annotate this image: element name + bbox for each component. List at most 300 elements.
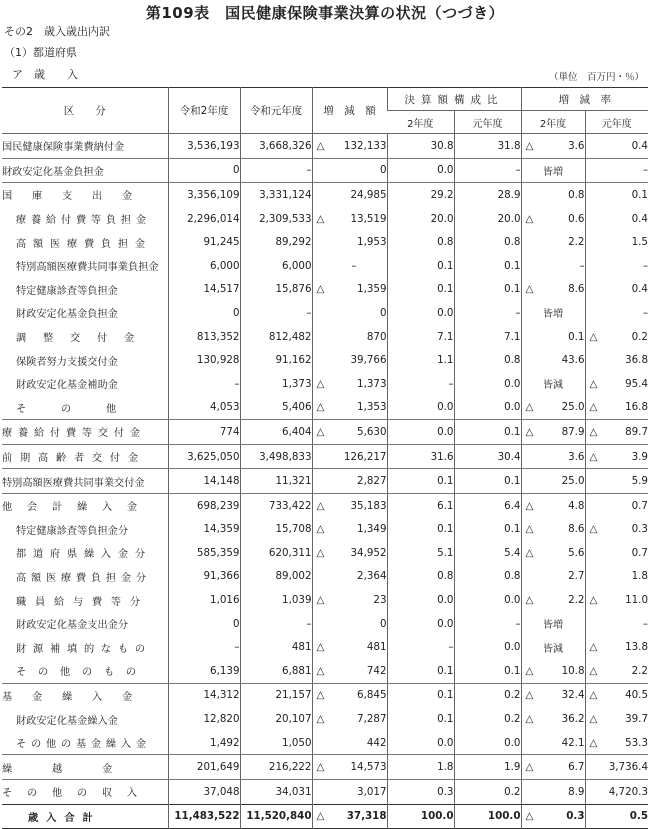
decrease-mark: △ xyxy=(316,283,325,296)
rate-r2-cell xyxy=(521,158,585,183)
composition-r2-cell-value: 6.1 xyxy=(437,499,454,512)
composition-r1-cell xyxy=(454,659,521,683)
r2-cell-value: 14,312 xyxy=(203,689,240,702)
rate-r2-cell-value: 43.6 xyxy=(561,354,585,367)
composition-r2-cell-value: 0.0 xyxy=(437,401,454,414)
table-row xyxy=(2,683,648,707)
rate-r2-cell-value: 36.2 xyxy=(561,713,585,726)
change-cell-value: 3,017 xyxy=(357,785,387,798)
r1-cell-value: 3,668,326 xyxy=(259,139,312,152)
change-cell xyxy=(312,207,387,231)
r1-cell xyxy=(240,493,312,517)
decrease-mark: △ xyxy=(589,401,598,414)
composition-r2-cell-value: 0.0 xyxy=(437,736,454,749)
composition-r1-cell-value: 6.4 xyxy=(504,499,521,512)
row-label xyxy=(2,301,168,325)
row-label xyxy=(2,588,168,612)
row-label xyxy=(2,707,168,731)
change-cell-value: 1,349 xyxy=(357,523,387,536)
change-cell-value: 1,353 xyxy=(357,401,387,414)
r1-cell xyxy=(240,134,312,159)
decrease-mark: △ xyxy=(589,330,598,343)
decrease-mark: △ xyxy=(316,425,325,438)
r2-cell xyxy=(168,444,240,469)
change-cell-value: 481 xyxy=(366,641,387,654)
decrease-mark: △ xyxy=(525,713,534,726)
row-label xyxy=(2,541,168,565)
change-cell xyxy=(312,183,387,207)
composition-r1-cell xyxy=(454,780,521,805)
table-row xyxy=(2,134,648,159)
decrease-mark: △ xyxy=(589,377,598,390)
row-label-text: 療養給付費等負担金 xyxy=(16,215,151,227)
r1-cell-value: 21,157 xyxy=(275,689,312,702)
row-label xyxy=(2,254,168,278)
decrease-mark: △ xyxy=(316,713,325,726)
rate-r2-cell-value: 0.1 xyxy=(568,330,585,343)
r1-cell-value: 3,498,833 xyxy=(259,450,312,463)
composition-r1-cell-value: 0.8 xyxy=(504,236,521,249)
change-cell-value: 35,183 xyxy=(350,499,387,512)
rate-r1-cell xyxy=(585,444,648,469)
row-label-text: 国庫支出金 xyxy=(2,191,152,203)
rate-r2-cell xyxy=(521,134,585,159)
change-cell-value: 24,985 xyxy=(350,188,387,201)
table-row xyxy=(2,348,648,372)
r2-cell-value: 0 xyxy=(232,617,240,630)
decrease-mark: △ xyxy=(589,450,598,463)
composition-r2-cell-value: 20.0 xyxy=(430,212,454,225)
change-cell xyxy=(312,588,387,612)
table-row xyxy=(2,541,648,565)
change-cell xyxy=(312,780,387,805)
r1-cell xyxy=(240,301,312,325)
row-label xyxy=(2,348,168,372)
r1-cell-value: 1,373 xyxy=(282,377,312,390)
composition-r2-cell xyxy=(387,804,454,829)
rate-r1-cell-value: 0.4 xyxy=(631,139,648,152)
r2-cell-value: 0 xyxy=(232,306,240,319)
decrease-mark: △ xyxy=(316,139,325,152)
composition-r1-cell xyxy=(454,541,521,565)
r2-cell xyxy=(168,755,240,780)
r2-cell-value: 4,053 xyxy=(210,401,240,414)
r2-cell xyxy=(168,278,240,302)
composition-r1-cell-value: 0.8 xyxy=(504,570,521,583)
change-cell-value: 2,827 xyxy=(357,475,387,488)
composition-r2-cell-value: 0.8 xyxy=(437,570,454,583)
row-label xyxy=(2,780,168,805)
r2-cell xyxy=(168,372,240,396)
composition-r1-cell xyxy=(454,683,521,707)
r1-cell-value: 1,050 xyxy=(282,736,312,749)
change-cell xyxy=(312,493,387,517)
rate-r2-cell-value: 3.6 xyxy=(568,139,585,152)
composition-r1-cell-value: 5.4 xyxy=(504,546,521,559)
rate-r1-cell-value: 0.7 xyxy=(631,546,648,559)
rate-r2-cell-value: 2.7 xyxy=(568,570,585,583)
rate-r1-cell xyxy=(585,134,648,159)
table-row xyxy=(2,254,648,278)
row-label-text: 財源補填的なもの xyxy=(16,643,152,655)
row-label-text: 保険者努力支援交付金 xyxy=(16,356,118,368)
header-r2: 令和2年度 xyxy=(168,88,240,134)
table-row xyxy=(2,207,648,231)
change-cell xyxy=(312,396,387,420)
rate-r2-cell xyxy=(521,207,585,231)
rate-r1-cell xyxy=(585,493,648,517)
decrease-mark: △ xyxy=(589,689,598,702)
table-row xyxy=(2,565,648,589)
row-label xyxy=(2,420,168,445)
rate-r1-cell xyxy=(585,230,648,254)
row-label xyxy=(2,612,168,636)
composition-r2-cell xyxy=(387,134,454,159)
r2-cell-value: 37,048 xyxy=(203,785,240,798)
composition-r2-cell xyxy=(387,469,454,494)
rate-r2-cell-value: 5.6 xyxy=(568,546,585,559)
composition-r2-cell-value: 0.1 xyxy=(437,259,454,272)
composition-r2-cell-value: 0.1 xyxy=(437,475,454,488)
r2-cell-value: 11,483,522 xyxy=(174,810,240,823)
r2-cell-value: 14,359 xyxy=(203,523,240,536)
r1-cell-value: 91,162 xyxy=(275,354,312,367)
r2-cell-value: – xyxy=(234,641,240,654)
table-row xyxy=(2,755,648,780)
table-row xyxy=(2,183,648,207)
table-title: 第109表 国民健康保険事業決算の状況（つづき） xyxy=(145,4,505,22)
decrease-mark: △ xyxy=(316,377,325,390)
r1-cell xyxy=(240,278,312,302)
table-row xyxy=(2,396,648,420)
r1-cell-value: 11,321 xyxy=(275,475,312,488)
rate-r1-cell xyxy=(585,254,648,278)
r2-cell xyxy=(168,635,240,659)
r1-cell-value: 6,000 xyxy=(282,259,312,272)
r2-cell xyxy=(168,420,240,445)
r1-cell xyxy=(240,158,312,183)
decrease-mark: △ xyxy=(525,594,534,607)
change-cell-value: 132,133 xyxy=(343,139,387,152)
composition-r1-cell-value: 0.8 xyxy=(504,354,521,367)
rate-r2-cell xyxy=(521,588,585,612)
rate-r2-cell-value: 2.2 xyxy=(568,594,585,607)
composition-r1-cell xyxy=(454,396,521,420)
rate-r1-cell-value: 53.3 xyxy=(625,736,648,749)
rate-r2-cell xyxy=(521,707,585,731)
rate-r2-cell xyxy=(521,612,585,636)
r2-cell-value: 813,352 xyxy=(196,330,240,343)
rate-r1-cell xyxy=(585,659,648,683)
composition-r2-cell xyxy=(387,635,454,659)
rate-r2-cell xyxy=(521,254,585,278)
row-label-text: その他の収入 xyxy=(2,788,152,800)
rate-r2-cell xyxy=(521,301,585,325)
composition-r1-cell-value: 0.1 xyxy=(504,259,521,272)
decrease-mark: △ xyxy=(589,664,598,677)
rate-r2-cell-value: 8.6 xyxy=(568,283,585,296)
rate-r1-cell xyxy=(585,183,648,207)
r1-cell-value: 620,311 xyxy=(268,546,312,559)
change-cell xyxy=(312,755,387,780)
r2-cell xyxy=(168,469,240,494)
rate-r1-cell-value: 3,736.4 xyxy=(608,761,648,774)
r2-cell xyxy=(168,254,240,278)
composition-r2-cell xyxy=(387,518,454,542)
rate-r2-cell-value: 皆減 xyxy=(543,643,563,655)
r2-cell xyxy=(168,659,240,683)
composition-r1-cell-value: 28.9 xyxy=(497,188,521,201)
rate-r1-cell-value: 36.8 xyxy=(625,354,648,367)
composition-r2-cell-value: 30.8 xyxy=(430,139,454,152)
r1-cell xyxy=(240,588,312,612)
composition-r2-cell xyxy=(387,541,454,565)
r1-cell xyxy=(240,731,312,755)
row-label-text: 特別高額医療費共同事業負担金 xyxy=(16,262,159,274)
composition-r1-cell xyxy=(454,134,521,159)
rate-r1-cell-value: 0.4 xyxy=(631,283,648,296)
rate-r2-cell xyxy=(521,755,585,780)
change-cell xyxy=(312,444,387,469)
rate-r2-cell xyxy=(521,420,585,445)
row-label-text: 財政安定化基金支出金分 xyxy=(16,620,129,632)
r1-cell xyxy=(240,707,312,731)
r1-cell xyxy=(240,683,312,707)
r1-cell xyxy=(240,469,312,494)
composition-r1-cell-value: 20.0 xyxy=(497,212,521,225)
composition-r1-cell xyxy=(454,565,521,589)
row-label xyxy=(2,518,168,542)
table-row xyxy=(2,158,648,183)
header-category: 区 分 xyxy=(2,88,168,134)
change-cell xyxy=(312,635,387,659)
row-label-text: その他の基金繰入金 xyxy=(16,739,151,751)
r1-cell xyxy=(240,612,312,636)
composition-r2-cell xyxy=(387,420,454,445)
table-row xyxy=(2,420,648,445)
composition-r1-cell xyxy=(454,325,521,349)
header-composition-r2: 2年度 xyxy=(387,111,454,134)
r2-cell xyxy=(168,804,240,829)
r2-cell xyxy=(168,183,240,207)
change-cell-value: 742 xyxy=(366,664,387,677)
total-row xyxy=(2,804,648,829)
rate-r1-cell xyxy=(585,325,648,349)
row-label xyxy=(2,683,168,707)
decrease-mark: △ xyxy=(525,761,534,774)
composition-r1-cell xyxy=(454,588,521,612)
rate-r1-cell xyxy=(585,804,648,829)
header-change: 増 減 額 xyxy=(312,88,387,134)
rate-r2-cell-value: 皆増 xyxy=(543,620,563,632)
rate-r2-cell-value: 4.8 xyxy=(568,499,585,512)
change-cell xyxy=(312,469,387,494)
r2-cell xyxy=(168,731,240,755)
composition-r2-cell xyxy=(387,158,454,183)
rate-r2-cell xyxy=(521,565,585,589)
rate-r2-cell xyxy=(521,683,585,707)
decrease-mark: △ xyxy=(589,523,598,536)
change-cell xyxy=(312,707,387,731)
decrease-mark: △ xyxy=(525,689,534,702)
change-cell xyxy=(312,278,387,302)
rate-r2-cell xyxy=(521,469,585,494)
change-cell xyxy=(312,541,387,565)
decrease-mark: △ xyxy=(316,689,325,702)
change-cell xyxy=(312,659,387,683)
rate-r1-cell xyxy=(585,372,648,396)
header-composition: 決算額構成比 xyxy=(387,88,521,111)
row-label-text: 財政安定化基金負担金 xyxy=(2,166,104,178)
r1-cell xyxy=(240,230,312,254)
composition-r2-cell-value: – xyxy=(448,641,454,654)
rate-r1-cell xyxy=(585,755,648,780)
composition-r2-cell-value: 0.1 xyxy=(437,523,454,536)
rate-r1-cell-value: 16.8 xyxy=(625,401,648,414)
rate-r1-cell-value: 0.1 xyxy=(631,188,648,201)
decrease-mark: △ xyxy=(589,425,598,438)
rate-r1-cell xyxy=(585,396,648,420)
rate-r1-cell-value: 4,720.3 xyxy=(608,785,648,798)
row-label-text: 療養給付費等交付金 xyxy=(2,428,146,440)
r1-cell xyxy=(240,207,312,231)
change-cell-value: 1,373 xyxy=(357,377,387,390)
change-cell xyxy=(312,348,387,372)
r2-cell-value: 585,359 xyxy=(196,546,240,559)
change-cell xyxy=(312,612,387,636)
row-label-text: 調整交付金 xyxy=(16,333,151,345)
row-label-text: 歳入合計 xyxy=(28,812,101,824)
decrease-mark: △ xyxy=(316,761,325,774)
composition-r2-cell xyxy=(387,278,454,302)
composition-r2-cell xyxy=(387,207,454,231)
composition-r1-cell xyxy=(454,804,521,829)
r1-cell-value: 20,107 xyxy=(275,713,312,726)
composition-r2-cell-value: 0.1 xyxy=(437,664,454,677)
decrease-mark: △ xyxy=(316,212,325,225)
composition-r2-cell-value: 0.0 xyxy=(437,425,454,438)
composition-r1-cell-value: 0.1 xyxy=(504,475,521,488)
change-cell-value: 126,217 xyxy=(343,450,387,463)
r1-cell xyxy=(240,659,312,683)
section-heading: その2 歳入歳出内訳 xyxy=(4,25,110,38)
composition-r2-cell-value: – xyxy=(448,377,454,390)
rate-r2-cell-value: 0.3 xyxy=(566,810,585,823)
table-row xyxy=(2,612,648,636)
composition-r1-cell xyxy=(454,707,521,731)
rate-r1-cell-value: 0.7 xyxy=(631,499,648,512)
rate-r1-cell-value: – xyxy=(642,306,648,319)
composition-r1-cell xyxy=(454,183,521,207)
r2-cell-value: 14,148 xyxy=(203,475,240,488)
r2-cell-value: 1,492 xyxy=(210,736,240,749)
composition-r1-cell-value: 0.0 xyxy=(504,401,521,414)
decrease-mark: △ xyxy=(316,810,325,823)
decrease-mark: △ xyxy=(525,499,534,512)
row-label xyxy=(2,565,168,589)
decrease-mark: △ xyxy=(525,810,534,823)
decrease-mark: △ xyxy=(525,401,534,414)
composition-r2-cell xyxy=(387,230,454,254)
row-label-text: 国民健康保険事業費納付金 xyxy=(2,142,125,154)
change-cell-value: 34,952 xyxy=(350,546,387,559)
table-row xyxy=(2,469,648,494)
row-label xyxy=(2,469,168,494)
header-rate: 増 減 率 xyxy=(521,88,648,111)
rate-r2-cell-value: 0.8 xyxy=(568,188,585,201)
rate-r1-cell xyxy=(585,635,648,659)
rate-r1-cell-value: 1.8 xyxy=(631,570,648,583)
rate-r2-cell xyxy=(521,731,585,755)
rate-r2-cell xyxy=(521,372,585,396)
change-cell xyxy=(312,134,387,159)
rate-r1-cell xyxy=(585,469,648,494)
r1-cell xyxy=(240,518,312,542)
rate-r1-cell-value: 11.0 xyxy=(625,594,648,607)
table-row xyxy=(2,707,648,731)
row-label-text: 特定健康診査等負担金 xyxy=(16,285,118,297)
row-label xyxy=(2,731,168,755)
change-cell xyxy=(312,325,387,349)
composition-r1-cell xyxy=(454,372,521,396)
row-label xyxy=(2,635,168,659)
composition-r2-cell xyxy=(387,254,454,278)
rate-r1-cell-value: – xyxy=(642,617,648,630)
r1-cell xyxy=(240,325,312,349)
row-label xyxy=(2,278,168,302)
change-cell xyxy=(312,683,387,707)
composition-r1-cell-value: – xyxy=(515,164,521,177)
rate-r2-cell-value: 皆増 xyxy=(543,166,563,178)
rate-r2-cell xyxy=(521,780,585,805)
rate-r1-cell-value: 0.3 xyxy=(631,523,648,536)
change-cell xyxy=(312,301,387,325)
row-label-text: 他会計繰入金 xyxy=(2,502,152,514)
r2-cell xyxy=(168,612,240,636)
row-label xyxy=(2,207,168,231)
rate-r2-cell-value: 3.6 xyxy=(568,450,585,463)
rate-r1-cell xyxy=(585,612,648,636)
rate-r2-cell-value: 8.6 xyxy=(568,523,585,536)
r2-cell-value: 6,139 xyxy=(210,664,240,677)
composition-r2-cell-value: 1.8 xyxy=(437,761,454,774)
decrease-mark: △ xyxy=(589,713,598,726)
r1-cell xyxy=(240,541,312,565)
rate-r2-cell-value: 0.6 xyxy=(568,212,585,225)
composition-r1-cell-value: 0.1 xyxy=(504,664,521,677)
rate-r1-cell xyxy=(585,158,648,183)
decrease-mark: △ xyxy=(316,499,325,512)
composition-r2-cell xyxy=(387,348,454,372)
table-row xyxy=(2,372,648,396)
r1-cell-value: 733,422 xyxy=(268,499,312,512)
composition-r2-cell-value: 0.0 xyxy=(437,594,454,607)
r1-cell-value: 89,002 xyxy=(275,570,312,583)
decrease-mark: △ xyxy=(525,664,534,677)
rate-r1-cell-value: 0.2 xyxy=(631,330,648,343)
rate-r2-cell-value: 皆増 xyxy=(543,309,563,321)
r1-cell-value: 812,482 xyxy=(268,330,312,343)
r1-cell-value: 6,881 xyxy=(282,664,312,677)
change-cell-value: 13,519 xyxy=(350,212,387,225)
decrease-mark: △ xyxy=(525,546,534,559)
row-label-text: その他 xyxy=(16,403,151,415)
rate-r1-cell-value: 1.5 xyxy=(631,236,648,249)
r2-cell xyxy=(168,348,240,372)
r2-cell xyxy=(168,493,240,517)
composition-r2-cell-value: 0.0 xyxy=(437,617,454,630)
r2-cell xyxy=(168,541,240,565)
